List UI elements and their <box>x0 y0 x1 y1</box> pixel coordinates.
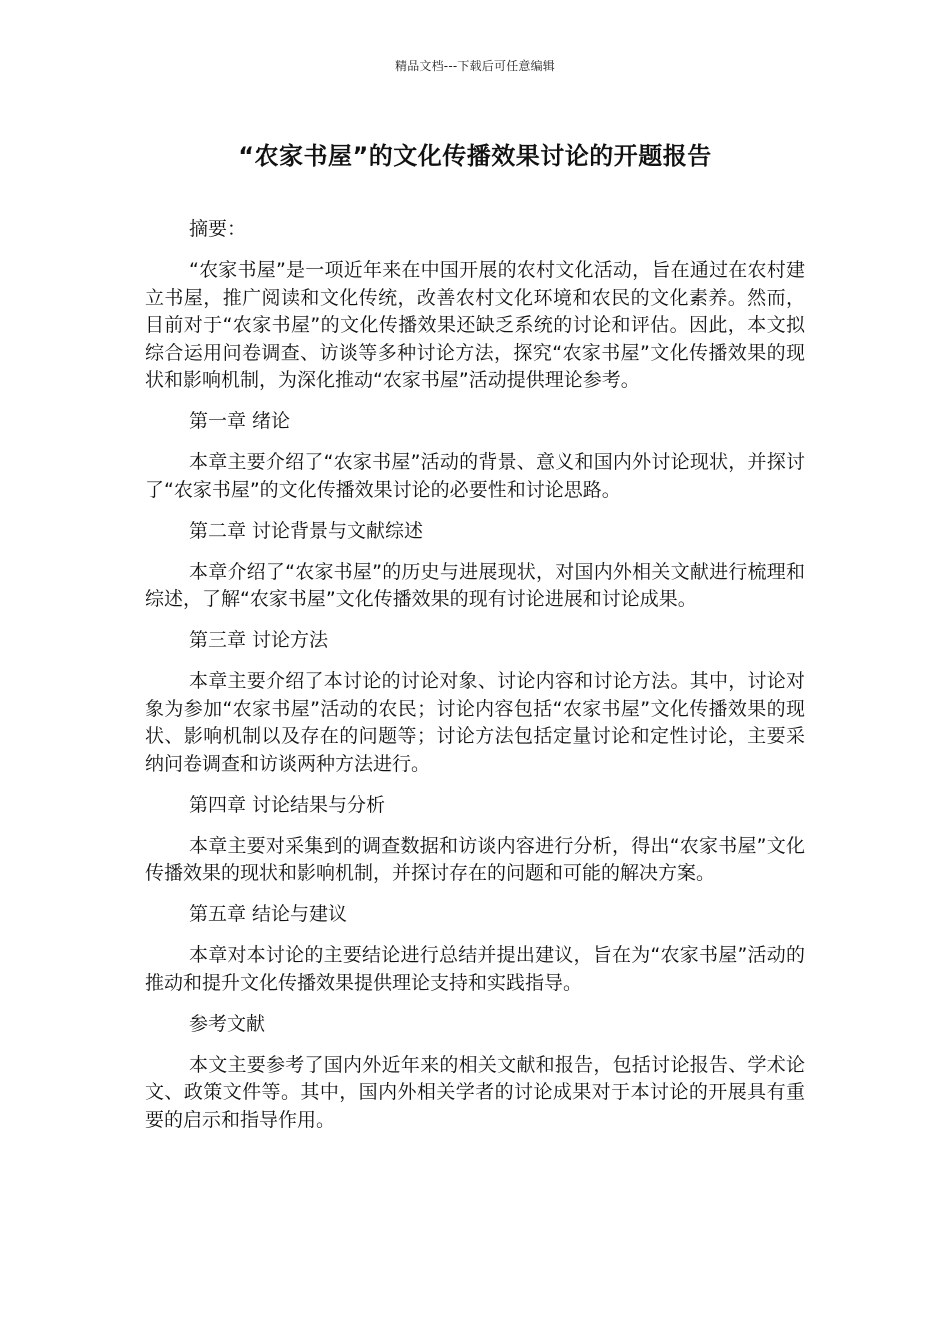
chapter-1-text: 本章主要介绍了“农家书屋”活动的背景、意义和国内外讨论现状，并探讨了“农家书屋”的文化传播效果讨论的必要性和讨论思路。 <box>145 451 805 501</box>
chapter-3-text: 本章主要介绍了本讨论的讨论对象、讨论内容和讨论方法。其中，讨论对象为参加“农家书屋”活动的农民；讨论内容包括“农家书屋”文化传播效果的现状、影响机制以及存在的问题等；讨论方法包括定量讨论和定性讨论，主要采纳问卷调查和访谈两种方法进行。 <box>145 670 805 775</box>
abstract-heading: 摘要： <box>189 218 247 240</box>
chapter-3-heading: 第三章 讨论方法 <box>189 629 329 651</box>
abstract-text: “农家书屋”是一项近年来在中国开展的农村文化活动，旨在通过在农村建立书屋，推广阅读和文化传统，改善农村文化环境和农民的文化素养。然而，目前对于“农家书屋”的文化传播效果还缺乏系统的讨论和评估。因此，本文拟综合运用问卷调查、访谈等多种讨论方法，探究“农家书屋”文化传播效果的现状和影响机制，为深化推动“农家书屋”活动提供理论参考。 <box>145 259 805 391</box>
chapter-4-text: 本章主要对采集到的调查数据和访谈内容进行分析，得出“农家书屋”文化传播效果的现状和影响机制，并探讨存在的问题和可能的解决方案。 <box>145 834 805 884</box>
chapter-2-text: 本章介绍了“农家书屋”的历史与进展现状，对国内外相关文献进行梳理和综述，了解“农家书屋”文化传播效果的现有讨论进展和讨论成果。 <box>145 560 805 610</box>
header-note: 精品文档---下载后可任意编辑 <box>395 59 555 73</box>
references-text: 本文主要参考了国内外近年来的相关文献和报告，包括讨论报告、学术论文、政策文件等。其中，国内外相关学者的讨论成果对于本讨论的开展具有重要的启示和指导作用。 <box>145 1053 805 1131</box>
chapter-4-heading: 第四章 讨论结果与分析 <box>189 793 386 816</box>
chapter-1-heading: 第一章 绪论 <box>189 410 291 432</box>
document-title: “农家书屋”的文化传播效果讨论的开题报告 <box>238 142 712 170</box>
chapter-5-heading: 第五章 结论与建议 <box>189 903 348 925</box>
document-body <box>145 216 805 1134</box>
chapter-2-heading: 第二章 讨论背景与文献综述 <box>189 519 424 542</box>
references-heading: 参考文献 <box>189 1012 266 1035</box>
chapter-5-text: 本章对本讨论的主要结论进行总结并提出建议，旨在为“农家书屋”活动的推动和提升文化传播效果提供理论支持和实践指导。 <box>145 944 805 994</box>
